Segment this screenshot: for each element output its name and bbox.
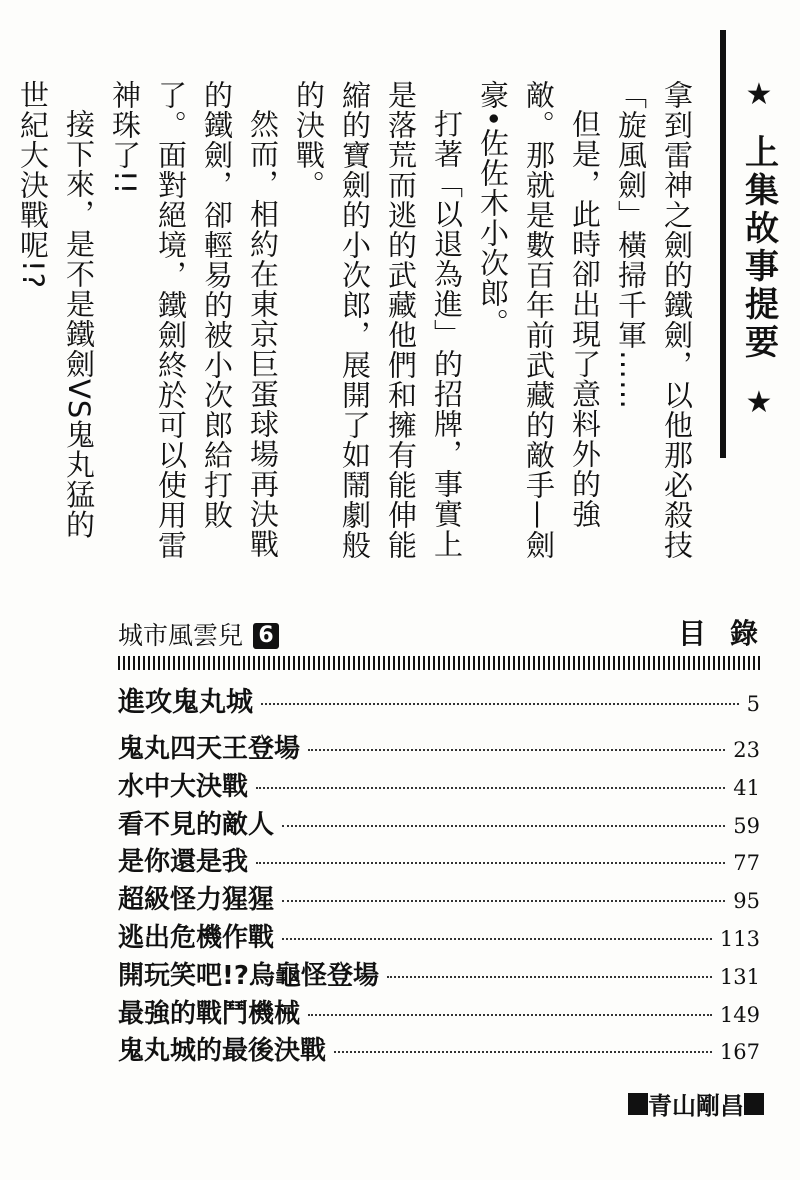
square-bullet-icon: [744, 1093, 764, 1115]
toc-leader: [387, 976, 712, 978]
toc-leader: [308, 1014, 712, 1016]
author-name: 青山剛昌: [648, 1092, 744, 1120]
toc-chapter-title: 最強的戰鬥機械: [118, 998, 301, 1029]
summary-paragraph: 但是，此時卻出現了意料外的強敵。那就是數百年前武藏的敵手—劍豪•佐佐木小次郎。: [476, 80, 602, 560]
toc-page-number: 77: [733, 851, 760, 876]
author-credit: [628, 1086, 764, 1121]
toc-leader: [334, 1051, 712, 1053]
toc-chapter-title: 開玩笑吧!?烏龜怪登場: [118, 960, 379, 991]
toc-chapter-title: 進攻鬼丸城: [118, 687, 253, 718]
toc-leader: [308, 749, 725, 751]
toc-header: [118, 612, 782, 652]
toc-item[interactable]: [118, 841, 760, 879]
toc-heading: 目錄: [677, 617, 782, 650]
toc-chapter-title: 是你還是我: [118, 847, 249, 878]
toc-page-number: 95: [733, 889, 760, 914]
toc-page-number: 149: [719, 1002, 760, 1027]
toc-page-number: 167: [719, 1040, 760, 1065]
summary-paragraph: 接下來，是不是鐵劍VS鬼丸猛的世紀大決戰呢!?: [16, 80, 96, 540]
toc-page-number: 5: [746, 692, 760, 716]
toc-chapter-title: 逃出危機作戰: [118, 922, 275, 953]
toc-leader: [256, 862, 725, 864]
toc-item[interactable]: [118, 879, 760, 917]
series-title: [118, 616, 279, 652]
toc-chapter-title: 鬼丸城的最後決戰: [118, 1036, 327, 1067]
toc-page-number: 131: [719, 964, 760, 989]
toc-chapter-title: 看不見的敵人: [118, 809, 275, 840]
star-icon: ★: [745, 77, 773, 112]
toc-item[interactable]: [118, 728, 760, 766]
toc-chapter-title: 超級怪力猩猩: [118, 885, 275, 916]
summary-title: 上集故事提要: [738, 134, 779, 362]
toc-item[interactable]: [118, 680, 760, 728]
toc-leader: [256, 787, 725, 789]
summary-paragraph: 打著「以退為進」的招牌，事實上是落荒而逃的武藏他們和擁有能伸能縮的寶劍的小次郎，展開了如鬧劇般的決戰。: [292, 80, 464, 560]
toc-page-number: 113: [719, 926, 760, 951]
toc-item[interactable]: [118, 955, 760, 993]
toc-leader: [282, 825, 725, 827]
toc-leader: [282, 938, 712, 940]
toc-item[interactable]: [118, 766, 760, 804]
toc-leader: [261, 703, 739, 705]
square-bullet-icon: [628, 1093, 648, 1115]
series-title-text: 城市風雲兒: [118, 621, 244, 650]
summary-body: [16, 80, 700, 560]
star-icon: ★: [745, 385, 773, 420]
toc-page-number: 41: [733, 775, 760, 800]
toc-item[interactable]: [118, 917, 760, 955]
toc-divider: [118, 656, 760, 670]
toc-page-number: 59: [733, 813, 760, 838]
toc-item[interactable]: [118, 1030, 760, 1068]
toc-item[interactable]: [118, 804, 760, 842]
summary-title-box: [720, 30, 792, 458]
toc-leader: [282, 900, 725, 902]
toc-page-number: 23: [733, 738, 760, 762]
summary-paragraph: 然而，相約在東京巨蛋球場再決戰的鐵劍，卻輕易的被小次郎給打敗了。面對絕境，鐵劍終於可以使用雷神珠了!!: [108, 80, 280, 560]
volume-badge: 6: [253, 623, 279, 649]
toc-chapter-title: 鬼丸四天王登場: [118, 734, 301, 764]
toc-chapter-title: 水中大決戰: [118, 771, 249, 802]
toc-item[interactable]: [118, 993, 760, 1031]
summary-paragraph: 拿到雷神之劍的鐵劍，以他那必殺技「旋風劍」橫掃千軍……: [614, 80, 694, 560]
toc-list: [118, 680, 760, 1068]
